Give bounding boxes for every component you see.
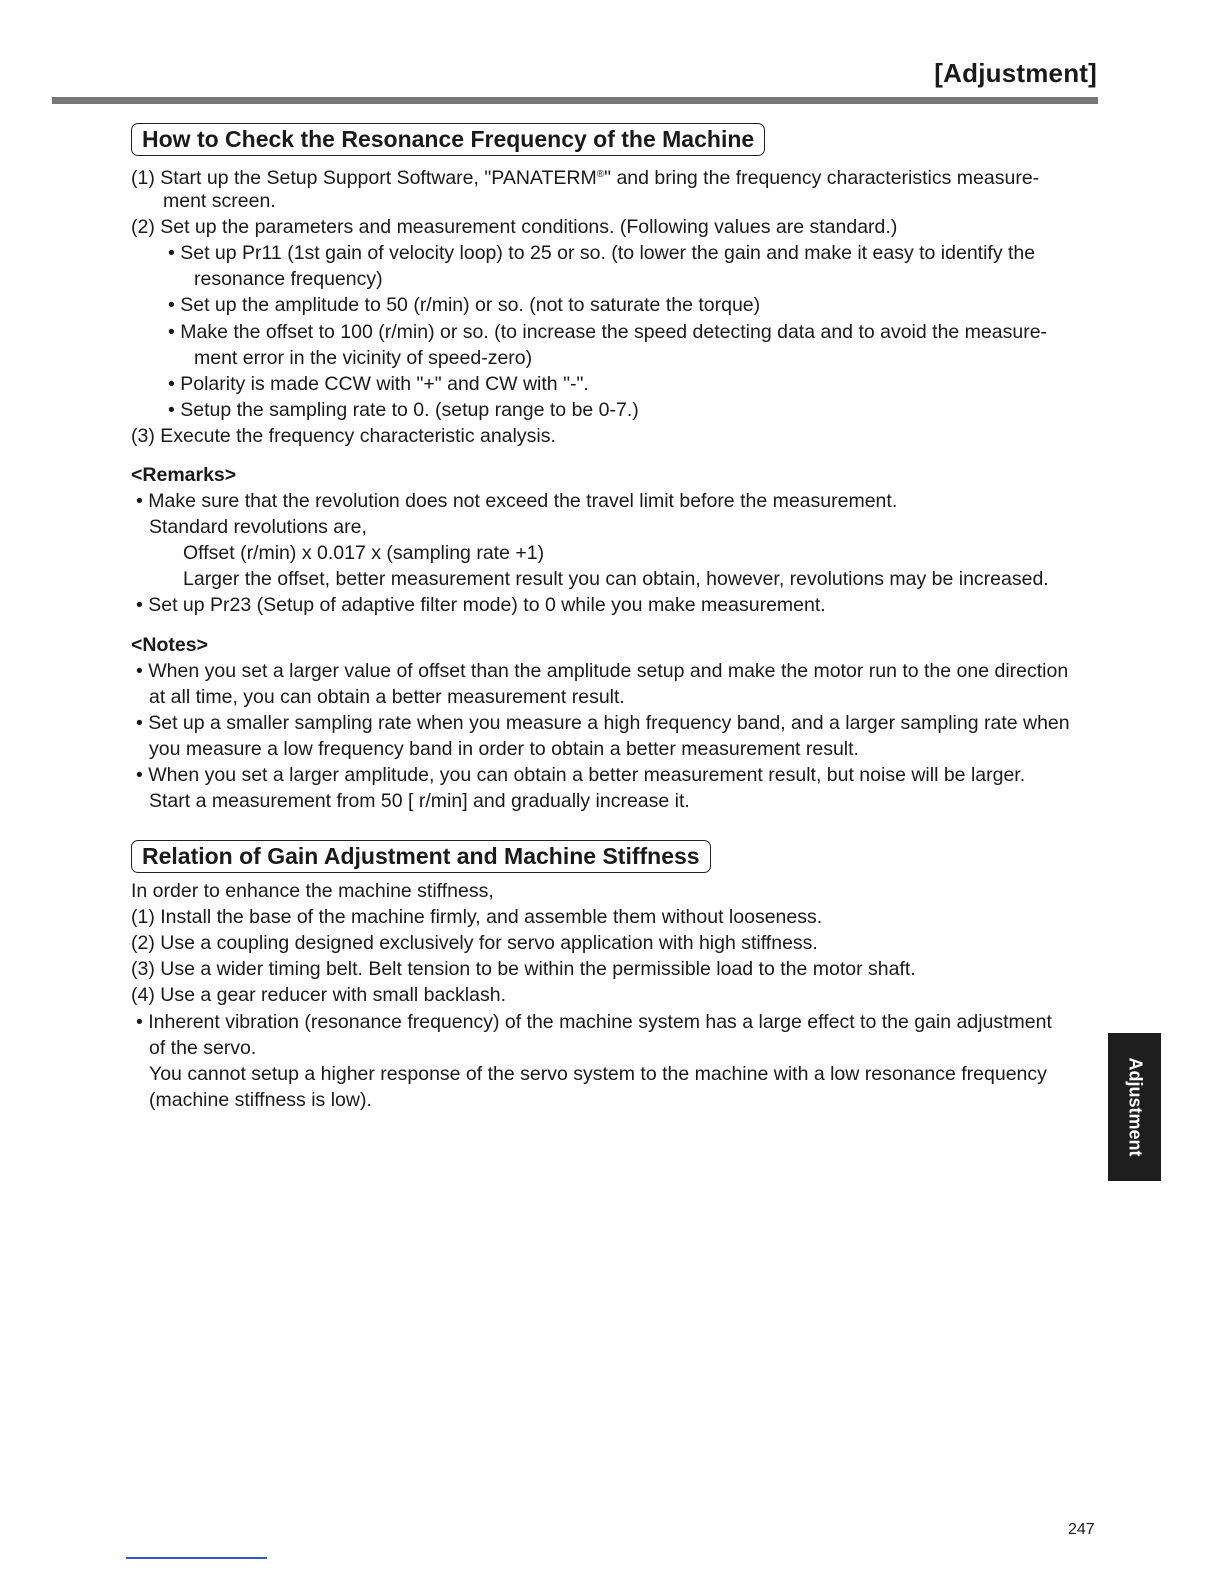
- stiffness-line: In order to enhance the machine stiffness,: [131, 880, 494, 902]
- registered-mark: ®: [596, 169, 605, 180]
- stiffness-line: of the servo.: [149, 1037, 257, 1059]
- stiffness-line: (3) Use a wider timing belt. Belt tension to be within the permissible load to the motor shaft.: [131, 958, 916, 980]
- notes-line: • When you set a larger amplitude, you can obtain a better measurement result, but noise will be larger.: [136, 764, 1026, 786]
- remarks-line: • Make sure that the revolution does not exceed the travel limit before the measurement.: [136, 490, 898, 512]
- step-3: (3) Execute the frequency characteristic analysis.: [131, 425, 556, 447]
- stiffness-line: (machine stiffness is low).: [149, 1089, 372, 1111]
- list-item: • Make the offset to 100 (r/min) or so. (to increase the speed detecting data and to avoid the measure-: [168, 321, 1048, 343]
- list-item: • Polarity is made CCW with "+" and CW with "-".: [168, 373, 589, 395]
- notes-line: • Set up a smaller sampling rate when you measure a high frequency band, and a larger sampling rate when: [136, 712, 1070, 734]
- section-title-resonance: How to Check the Resonance Frequency of the Machine: [131, 123, 765, 156]
- side-tab-adjustment: [1108, 1033, 1161, 1181]
- step-2: (2) Set up the parameters and measurement conditions. (Following values are standard.): [131, 216, 898, 238]
- remarks-heading: <Remarks>: [131, 464, 237, 486]
- list-item: • Set up Pr11 (1st gain of velocity loop) to 25 or so. (to lower the gain and make it easy to identify the: [168, 242, 1036, 264]
- section-title-stiffness: Relation of Gain Adjustment and Machine Stiffness: [131, 840, 711, 873]
- list-item-continuation: resonance frequency): [194, 268, 383, 290]
- stiffness-line: (4) Use a gear reducer with small backlash.: [131, 984, 506, 1006]
- list-item: • Setup the sampling rate to 0. (setup range to be 0-7.): [168, 399, 639, 421]
- notes-line: • When you set a larger value of offset than the amplitude setup and make the motor run to the one direction: [136, 660, 1069, 682]
- remarks-line: Larger the offset, better measurement result you can obtain, however, revolutions may be increased.: [183, 568, 1049, 590]
- page-number: 247: [1068, 1521, 1095, 1538]
- side-tab-label: Adjustment: [1125, 1057, 1145, 1157]
- list-item-continuation: ment error in the vicinity of speed-zero): [194, 347, 533, 369]
- notes-line: you measure a low frequency band in order to obtain a better measurement result.: [149, 738, 859, 760]
- remarks-line: Offset (r/min) x 0.017 x (sampling rate +1): [183, 542, 545, 564]
- remarks-line: • Set up Pr23 (Setup of adaptive filter mode) to 0 while you make measurement.: [136, 594, 826, 616]
- stiffness-line: You cannot setup a higher response of the servo system to the machine with a low resonance frequency: [149, 1063, 1047, 1085]
- step-1-line-1: (1) Start up the Setup Support Software, "PANATERM®" and bring the frequency characteristics measure-: [131, 167, 1040, 189]
- remarks-line: Standard revolutions are,: [149, 516, 367, 538]
- header-rule: [52, 97, 1098, 104]
- footer-link-underline: [126, 1557, 267, 1559]
- notes-line: at all time, you can obtain a better measurement result.: [149, 686, 625, 708]
- notes-line: Start a measurement from 50 [ r/min] and gradually increase it.: [149, 790, 690, 812]
- step-1-line-2: ment screen.: [163, 190, 276, 212]
- stiffness-line: (1) Install the base of the machine firmly, and assemble them without looseness.: [131, 906, 823, 928]
- notes-heading: <Notes>: [131, 634, 208, 656]
- list-item: • Set up the amplitude to 50 (r/min) or so. (not to saturate the torque): [168, 294, 761, 316]
- stiffness-line: • Inherent vibration (resonance frequency) of the machine system has a large effect to the gain adjustment: [136, 1011, 1052, 1033]
- stiffness-line: (2) Use a coupling designed exclusively for servo application with high stiffness.: [131, 932, 818, 954]
- page-header-title: [Adjustment]: [934, 58, 1097, 88]
